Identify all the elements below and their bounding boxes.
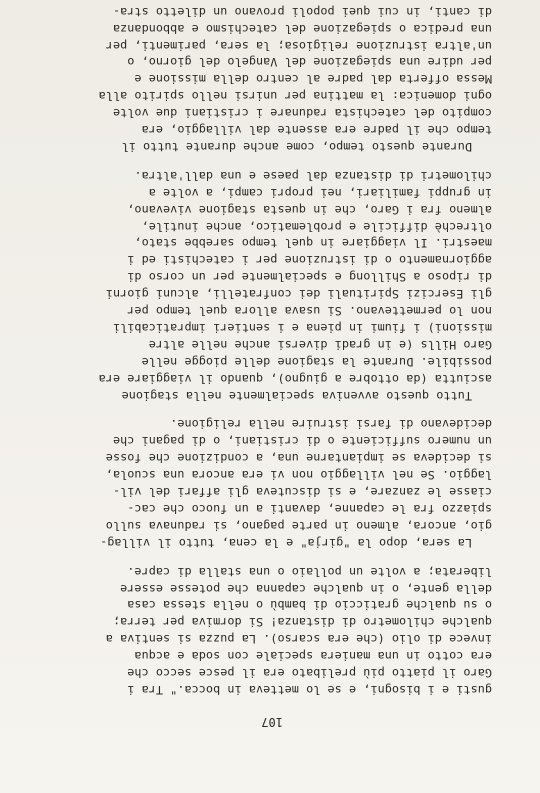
text-line: aggiornamento o di istruzione per i catechisti ed i [127, 253, 492, 268]
text-line: ogni domenica: la mattina per unirsi nello spirito alla [98, 89, 492, 104]
text-line: compito del catechista radunare i cristiani due volte [112, 106, 492, 121]
text-line: gusti e i bisogni, e se lo metteva in bocca." Tra i [127, 683, 492, 697]
text-line: in gruppi familiari, nei propri campi, a volte a [148, 185, 492, 200]
text-line: liberata; a volte un pollaio o una stalla di capre. [127, 564, 492, 579]
text-line: oltrechè difficile e problematico, anche inutile, [141, 219, 492, 234]
text-line: spiazzo fra le capanne, davanti a un fuoco che cac- [127, 502, 492, 516]
text-line: Garo Hills (e in gradi diversi anche nelle altre [148, 337, 492, 352]
text-line: almeno fra i Garo, che in questa stagione vivevano, [127, 202, 492, 217]
text-line: o su qualche graticcio di bambù o nella stessa casa [127, 598, 492, 613]
text-line: non lo permettevano. Si usava allora quel tempo per [127, 304, 492, 319]
text-line: di canti, in cui quei popoli provano un diletto stra- [112, 4, 492, 19]
text-line: ciasse le zanzare, e si discuteva gli affari del vil- [112, 485, 492, 500]
text-line: gio, ancora, almeno in parte pagano, si radunava sullo [105, 518, 492, 533]
text-line: maestri. Il viaggiare in quel tempo sarebbe stato, [134, 236, 492, 251]
text-line: era cotto in una maniera speciale con soda e acqua [134, 649, 492, 664]
text-line: Durante questo tempo, come anche durante tutto il [121, 140, 472, 154]
text-line: della gente, o in qualche capanna che potesse essere [120, 581, 492, 596]
text-line: gli Esercizi Spirituali dei confratelli, alcuni giorni [105, 287, 492, 302]
text-line: La sera, dopo la "girja" e la cena, tutto il villag- [100, 535, 472, 550]
text-line [420, 0, 492, 2]
text-line: Tutto questo avveniva specialmente nella stagione [121, 388, 472, 403]
text-line: Messa offerta dal padre al centro della missione e [134, 72, 492, 87]
text-line: decidevano di farsi istruire nella religione. [170, 417, 492, 432]
text-line: invece di olio (che era scarso). La puzza si sentiva a [105, 632, 492, 647]
text-line: laggio. Se nel villaggio non vi era ancora una scuola, [105, 468, 492, 483]
text-line: un'altra istruzione religiosa; la sera, parimenti, per [105, 38, 492, 53]
text-line: una predica o spiegazione del catechismo e abbondanza [112, 21, 492, 36]
text-line: asciutta (da ottobre a giugno), quando il viaggiare era [98, 371, 492, 386]
page-number: 107 [261, 715, 283, 729]
text-line: missioni) i fiumi in piena e i sentieri impraticabili [112, 321, 492, 335]
text-line: qualche chilometro di distanza! Si dormiva per terra; [112, 615, 492, 630]
text-line: Garo il piatto più prelibato era il pesce secco che [127, 666, 492, 681]
text-line: chilometri di distanza dal paese e una dall'altra. [134, 168, 492, 183]
text-line: si decideva se impiantarne una, a condizione che fosse [105, 451, 492, 466]
text-line: possibile. Durante la stagione delle piogge nelle [141, 354, 492, 369]
text-line: di riposo a Shillong e specialmente per un corso di [127, 270, 492, 285]
text-line: per udire una spiegazione del Vangelo del giorno, o [127, 55, 492, 70]
text-line: tempo che il padre era assente dal villaggio, era [141, 123, 492, 138]
text-line: un numero sufficiente o di cristiani, o di pagani che [112, 434, 492, 449]
